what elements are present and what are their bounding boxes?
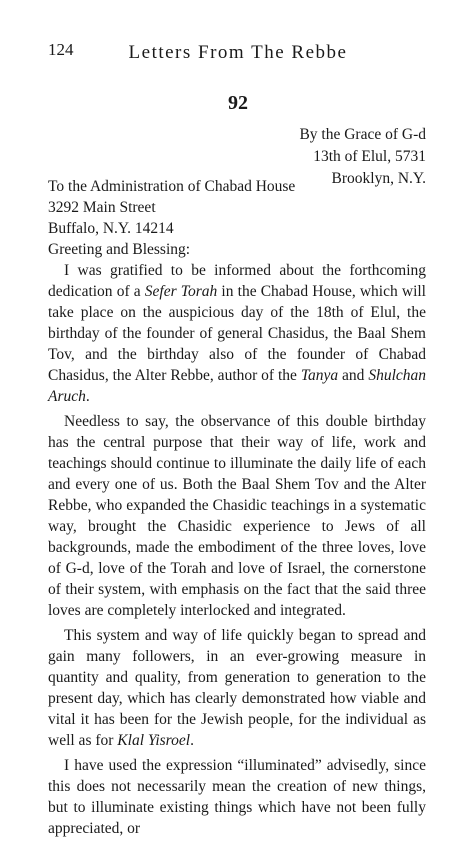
text-run: and (338, 367, 369, 384)
dateline-line: By the Grace of G-d (299, 126, 426, 143)
italic-term: Sefer Torah (144, 283, 218, 300)
dateline-line: 13th of Elul, 5731 (313, 148, 426, 165)
text-run: . (190, 732, 194, 749)
body-paragraph (48, 260, 426, 407)
address-block (48, 176, 295, 260)
italic-term: Shulchan Aruch (48, 367, 426, 405)
address-line: To the Administration of Chabad House (48, 178, 296, 195)
text-run: I have used the expression “illuminated” advisedly, since this does not necessarily mean the creation of new things, but to illuminate existing things which have not been fully appreciated, or (48, 757, 426, 837)
italic-term: Tanya (300, 367, 339, 384)
text-run: I was gratified to be informed about the forthcoming dedication of a (48, 262, 426, 300)
address-line: 3292 Main Street (48, 199, 156, 216)
running-title: Letters From The Rebbe (128, 42, 348, 63)
page-number: 124 (48, 40, 74, 59)
salutation: Greeting and Blessing: (48, 241, 191, 258)
address-line: Buffalo, N.Y. 14214 (48, 220, 174, 237)
letter-body (48, 260, 426, 843)
italic-term: Klal Yisroel (117, 732, 191, 749)
text-run: . (85, 388, 90, 405)
body-paragraph (48, 625, 426, 751)
dateline (299, 124, 426, 190)
text-run: Needless to say, the observance of this double birthday has the central purpose that their way of life, work and teachings should continue to illuminate the daily life of each and every one of us. Both the Baal Shem Tov and the Alter Rebbe, who expanded the Chasidic teachings in a systematic way, brought the Chasidic experience to Jews of all backgrounds, made the embodiment of the three loves, love of G-d, love of the Torah and love of Israel, the cornerstone of their system, with emphasis on the fact that the said three loves are completely interlocked and integrated. (48, 413, 426, 619)
letter-number: 92 (228, 92, 248, 114)
body-paragraph (48, 411, 426, 621)
text-run: This system and way of life quickly began to spread and gain many followers, in an ever-growing measure in quantity and quality, from generation to generation to the present day, which has clearly demonstrated how viable and vital it has been for the Jewish people, for the individual as well as for (48, 627, 426, 749)
text-run: in the Chabad House, which will take place on the auspicious day of the 18th of Elul, the birthday of the founder of general Chasidus, the Baal Shem Tov, and the birthday also of the founder of Chabad Chasidus, the Alter Rebbe, author of the (48, 283, 426, 384)
dateline-line: Brooklyn, N.Y. (331, 170, 426, 187)
body-paragraph (48, 755, 426, 839)
